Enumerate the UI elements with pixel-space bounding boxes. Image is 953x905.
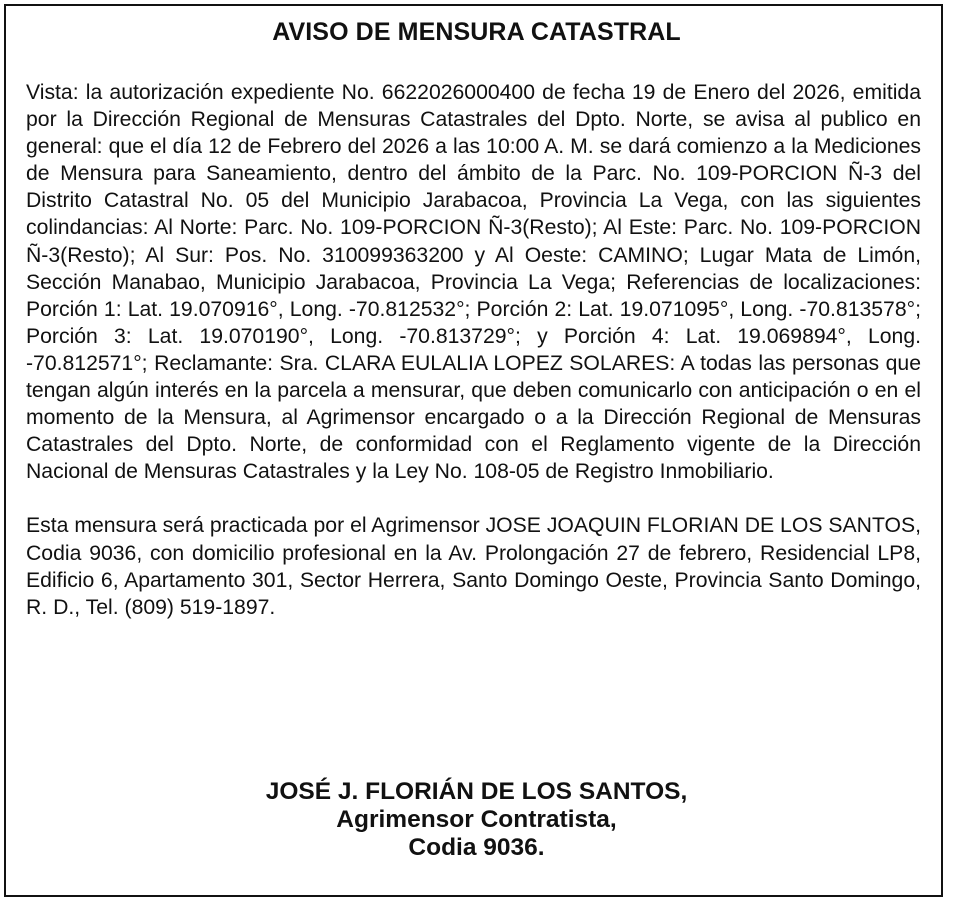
signature-block xyxy=(0,778,953,862)
signature-role: Agrimensor Contratista, xyxy=(336,806,617,833)
notice-paragraph-authorization: Vista: la autorización expediente No. 6622026000400 de fecha 19 de Enero del 2026, emitida por la Dirección Regional de Mensuras Catastrales del Dpto. Norte, se avisa al publico en general: que el día 12 de Febrero del 2026 a las 10:00 A. M. se dará comienzo a la Mediciones de Mensura para Saneamiento, dentro del ámbito de la Parc. No. 109-PORCION Ñ-3 del Distrito Catastral No. 05 del Municipio Jarabacoa, Provincia La Vega, con las siguientes colindancias: Al Norte: Parc. No. 109-PORCION Ñ-3(Resto); Al Este: Parc. No. 109-PORCION Ñ-3(Resto); Al Sur: Pos. No. 310099363200 y Al Oeste: CAMINO; Lugar Mata de Limón, Sección Manabao, Municipio Jarabacoa, Provincia La Vega; Referencias de localizaciones: Porción 1: Lat. 19.070916°, Long. -70.812532°; Porción 2: Lat. 19.071095°, Long. -70.813578°; Porción 3: Lat. 19.070190°, Long. -70.813729°; y Porción 4: Lat. 19.069894°, Long. -70.812571°; Reclamante: Sra. CLARA EULALIA LOPEZ SOLARES: A todas las personas que tengan algún interés en la parcela a mensurar, que deben comunicarlo con anticipación o en el momento de la Mensura, al Agrimensor encargado o a la Dirección Regional de Mensuras Catastrales del Dpto. Norte, de conformidad con el Reglamento vigente de la Dirección Nacional de Mensuras Catastrales y la Ley No. 108-05 de Registro Inmobiliario. xyxy=(26,81,921,484)
notice-body xyxy=(26,79,921,621)
notice-paragraph-surveyor: Esta mensura será practicada por el Agrimensor JOSE JOAQUIN FLORIAN DE LOS SANTOS, Codia 9036, con domicilio profesional en la Av. Prolongación 27 de febrero, Residencial LP8, Edificio 6, Apartamento 301, Sector Herrera, Santo Domingo Oeste, Provincia Santo Domingo, R. D., Tel. (809) 519-1897. xyxy=(26,514,921,619)
signature-codia: Codia 9036. xyxy=(408,834,545,861)
signature-name: JOSÉ J. FLORIÁN DE LOS SANTOS, xyxy=(265,778,688,805)
notice-title: AVISO DE MENSURA CATASTRAL xyxy=(272,18,681,46)
